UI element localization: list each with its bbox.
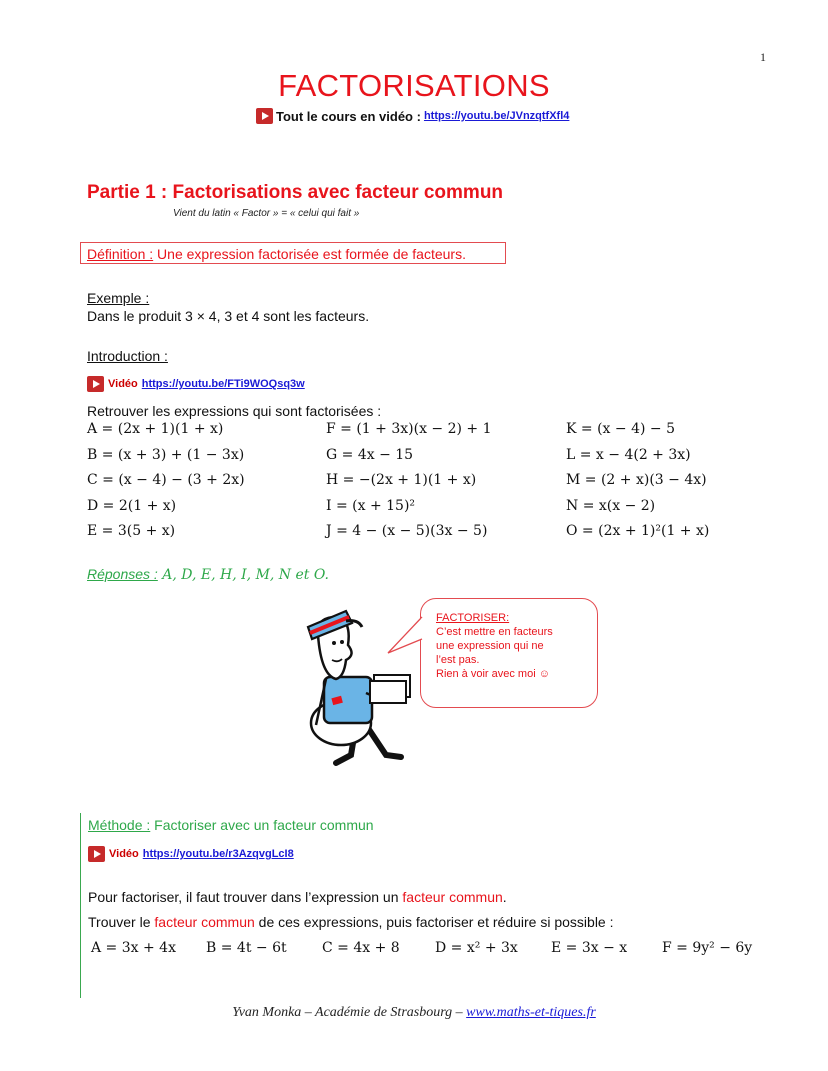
bubble-line: C’est mettre en facteurs — [436, 626, 553, 638]
method-side-bar — [80, 813, 81, 998]
intro-prompt: Retrouver les expressions qui sont factorisées : — [87, 403, 382, 419]
method-title: Factoriser avec un facteur commun — [150, 817, 374, 833]
youtube-play-icon — [88, 846, 105, 862]
expression: C = 4x + 8 — [322, 940, 400, 956]
method-line-1-text: Pour factoriser, il faut trouver dans l’expression un — [88, 889, 403, 905]
bubble-line: une expression qui ne — [436, 640, 544, 652]
definition-body: Une expression factorisée est formée de facteurs. — [153, 246, 466, 262]
youtube-play-icon — [256, 108, 273, 124]
expression: H = −(2x + 1)(1 + x) — [326, 472, 477, 488]
answers-line — [87, 566, 329, 583]
method-line-1-end: . — [502, 889, 507, 905]
video-label: Vidéo — [109, 848, 139, 860]
course-video-label: Tout le cours en vidéo : — [276, 108, 421, 124]
expression: A = (2x + 1)(1 + x) — [87, 421, 224, 437]
bubble-line: l’est pas. — [436, 654, 480, 666]
expression: D = x² + 3x — [435, 940, 518, 956]
expression: B = 4t − 6t — [206, 940, 287, 956]
page-title: FACTORISATIONS — [278, 68, 550, 103]
expression: J = 4 − (x − 5)(3x − 5) — [326, 523, 488, 539]
expression: B = (x + 3) + (1 − 3x) — [87, 446, 245, 463]
speech-bubble-text — [436, 611, 553, 681]
page-number: 1 — [760, 50, 766, 64]
exercise-expressions — [91, 940, 752, 956]
expression: E = 3x − x — [551, 940, 628, 956]
expression: M = (2 + x)(3 − 4x) — [566, 472, 707, 488]
expression: A = 3x + 4x — [91, 940, 176, 956]
method-video-link[interactable]: https://youtu.be/r3AzqvgLcI8 — [142, 848, 294, 860]
intro-video-line — [87, 376, 305, 392]
bubble-heading: FACTORISER: — [436, 612, 510, 624]
method-line-2 — [88, 914, 614, 930]
example-text: Dans le produit 3 × 4, 3 et 4 sont les facteurs. — [87, 308, 370, 324]
expression: G = 4x − 15 — [326, 446, 414, 463]
expressions-column-2 — [326, 421, 492, 549]
example-label: Exemple : — [87, 290, 150, 306]
expression: O = (2x + 1)²(1 + x) — [566, 523, 710, 539]
bubble-line: Rien à voir avec moi ☺ — [436, 668, 550, 680]
latin-note: Vient du latin « Factor » = « celui qui fait » — [173, 208, 360, 219]
expression: D = 2(1 + x) — [87, 497, 177, 514]
expressions-column-3 — [566, 421, 709, 549]
youtube-play-icon — [87, 376, 104, 392]
method-line-2-end: de ces expressions, puis factoriser et réduire si possible : — [254, 914, 614, 930]
expression: K = (x − 4) − 5 — [566, 421, 675, 437]
speech-bubble-tail — [386, 615, 424, 655]
definition-text — [87, 246, 466, 262]
expression: I = (x + 15)² — [326, 497, 416, 514]
method-line-2-text: Trouver le — [88, 914, 155, 930]
method-label: Méthode : — [88, 817, 151, 833]
definition-label: Définition : — [87, 246, 154, 262]
highlight-common-factor: facteur commun — [154, 914, 255, 930]
expressions-column-1 — [87, 421, 245, 549]
answers-label: Réponses : — [87, 566, 158, 582]
intro-video-link[interactable]: https://youtu.be/FTi9WOQsq3w — [141, 378, 305, 390]
section-title: Partie 1 : Factorisations avec facteur commun — [87, 182, 504, 203]
expression: F = 9y² − 6y — [662, 940, 753, 956]
method-video-line — [88, 846, 294, 862]
method-heading — [88, 817, 374, 833]
footer-text: Yvan Monka – Académie de Strasbourg – — [232, 1005, 467, 1020]
course-video-line — [256, 108, 569, 124]
answers-text: A, D, E, H, I, M, N et O. — [157, 567, 329, 583]
expression: L = x − 4(2 + 3x) — [566, 446, 691, 463]
expression: F = (1 + 3x)(x − 2) + 1 — [326, 421, 492, 437]
expression: N = x(x − 2) — [566, 497, 656, 514]
footer-link[interactable]: www.maths-et-tiques.fr — [466, 1005, 596, 1020]
course-video-link[interactable]: https://youtu.be/JVnzqtfXfl4 — [423, 110, 570, 122]
introduction-label: Introduction : — [87, 348, 168, 364]
method-line-1 — [88, 889, 507, 905]
expression: E = 3(5 + x) — [87, 523, 176, 539]
expression: C = (x − 4) − (3 + 2x) — [87, 472, 245, 488]
footer — [0, 1005, 828, 1021]
video-label: Vidéo — [108, 378, 138, 390]
highlight-common-factor: facteur commun — [402, 889, 503, 905]
